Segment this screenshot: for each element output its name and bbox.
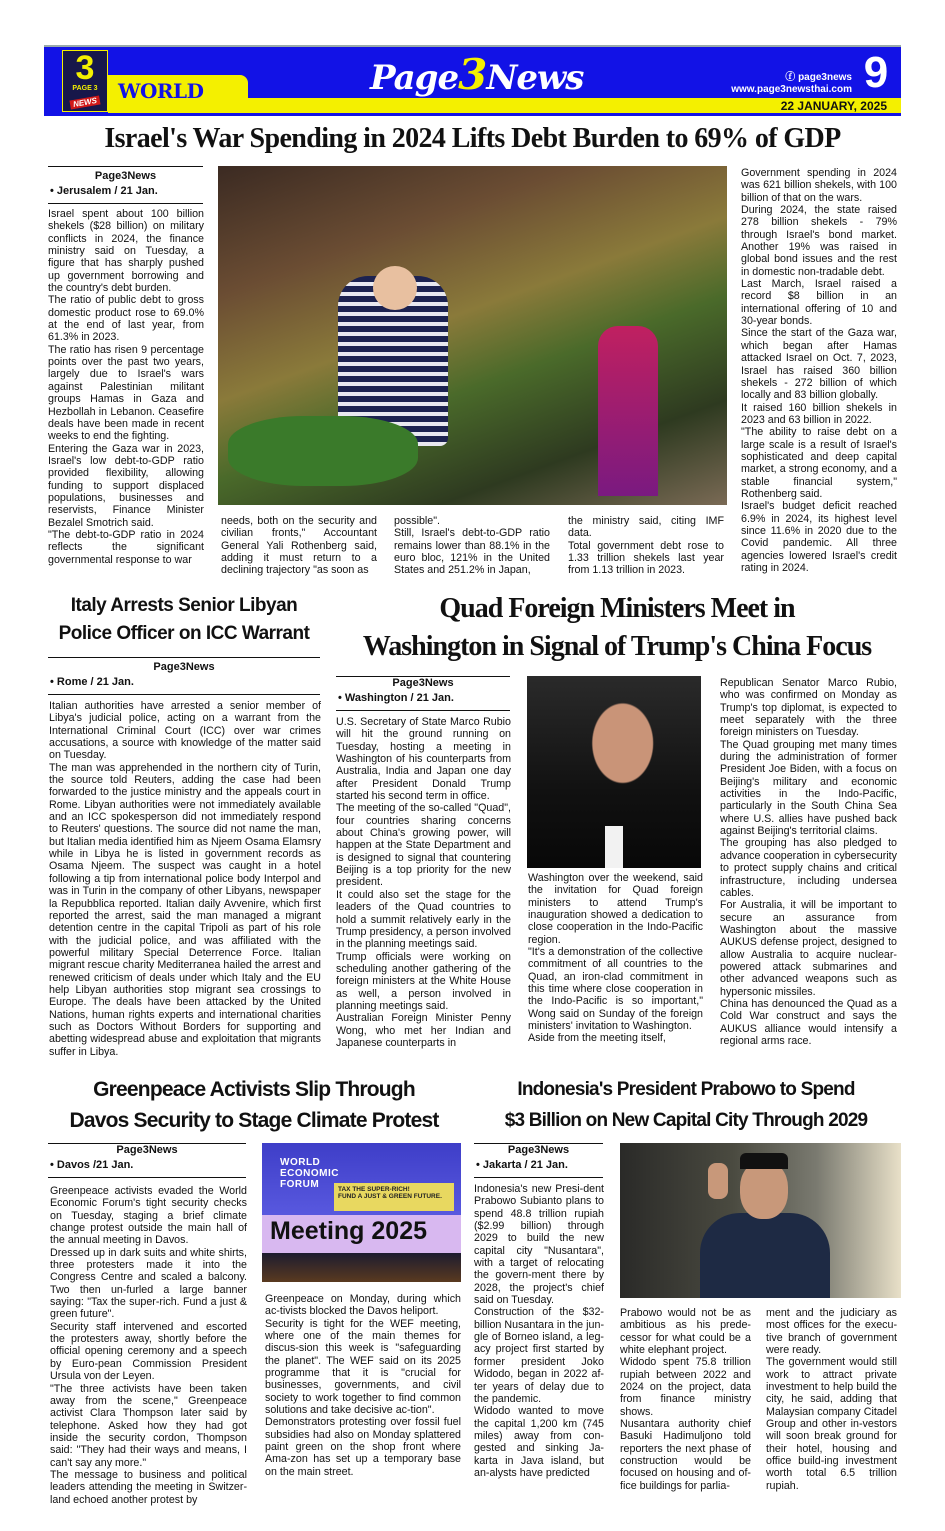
headline-line: Police Officer on ICC Warrant [58,623,310,644]
wef-logo-text: FORUM [280,1179,320,1190]
wef-logo [280,1157,339,1190]
paragraph: It raised 160 billion shekels in 2023 and 63 billion in 2022. [741,401,897,426]
wef-logo-text: ECONOMIC [280,1168,339,1179]
paragraph: Entering the Gaza war in 2023, Israel's low debt-to-GDP ratio provided flexibility, allowing funding to support displaced populations, businesses and reservists, Finance Minister Bezalel Smotrich said. [48,442,204,529]
byline [336,676,510,711]
paragraph: The message to business and political leaders attending the meeting in Switzer-land echoed another protest by [50,1468,247,1506]
paragraph: "It's a demonstration of the collective commitment of all countries to the Quad, an iron-clad commitment in this time where close cooperation in the Indo-Pacific is so important," Wong said on Sunday of the foreign ministers' invitation to Washington. [528,946,703,1033]
wef-logo-text: WORLD [280,1157,321,1168]
stage-sign: Meeting 2025 [262,1215,461,1253]
paragraph: Washington over the weekend, said the invitation for Quad foreign ministers to attend Trump's inauguration showed a dedication to close cooperation in the Indo-Pacific region. [528,872,703,946]
masthead [370,50,590,99]
paragraph: Australian Foreign Minister Penny Wong, who met her Indian and Japanese counterparts in [336,1012,511,1049]
byline-dateline: • Jerusalem / 21 Jan. [50,185,158,197]
article-column [49,700,321,1058]
byline-source: Page3News [392,677,454,689]
photo-peci-cap [740,1153,788,1169]
facebook-handle: ⓕ page3news [785,72,852,83]
article-column [741,167,897,574]
paragraph: Prabowo would not be as ambitious as his prede-cessor for what could be a white elephant project. [620,1307,751,1357]
paragraph: "The ability to raise debt on a large scale is a result of Israel's sophisticated and deep capital market, a strong economy, and a stable financial system," Rothenberg said. [741,426,897,500]
paragraph: Security is tight for the WEF meeting, where one of the main themes for discus-sion this week is "safeguarding the planet". The WEF said on its 2025 programme that it is "crucial for businesses, governments, and civil society to work together to find common solutions and take decisive ac-tion". [265,1317,461,1417]
paragraph: Still, Israel's debt-to-GDP ratio remains lower than 88.1% in the euro bloc, 121% in the United States and 251.2% in Japan, [394,527,550,577]
paragraph: Security staff intervened and escorted the protesters away, shortly before the official opening ceremony and a speech by Euro-pean Commission President Ursula von der Leyen. [50,1320,247,1383]
section-label: WORLD [118,79,204,103]
paragraph: Italian authorities have arrested a senior member of Libya's judicial police, acting on a warrant from the International Criminal Court (ICC) over war crimes accusations, a source with knowledge of the matter said on Tuesday. [49,700,321,762]
paragraph: Widodo spent 75.8 trillion rupiah between 2022 and 2024 on the project, data from finance ministry shows. [620,1356,751,1418]
article-column [265,1293,461,1478]
photo-suit [700,1213,830,1298]
article-column [720,677,897,1047]
byline-dateline: • Rome / 21 Jan. [50,676,134,688]
paragraph: The meeting of the so-called "Quad", four countries sharing concerns about China's growing power, will happen at the State Department and is designed to signal that countering Beijing is a top priority for the new president. [336,802,511,889]
headline-line: Indonesia's President Prabowo to Spend [517,1079,855,1100]
byline-source: Page3News [153,661,215,673]
paragraph: the ministry said, citing IMF data. [568,515,724,540]
paragraph: Greenpeace activists evaded the World Economic Forum's tight security checks on Tuesday, staging a brief climate change protest outside the main hall of the annual meeting in Davos. [50,1185,247,1247]
byline [48,1143,246,1178]
paragraph: Since the start of the Gaza war, which began after Hamas attacked Israel on Oct. 7, 2023, Israel has raised 360 billion shekels - 272 billion of which locally and 83 billion globally. [741,327,897,402]
headline-quad [332,590,902,666]
byline-dateline: • Jakarta / 21 Jan. [476,1159,568,1171]
article-column [50,1185,247,1506]
rubio-photo [527,676,701,868]
paragraph: U.S. Secretary of State Marco Rubio will hit the ground running on Tuesday, hosting a meeting in Washington of his counterparts from Australia, India and Japan one day after President Donald Trump started his second term in office. [336,716,511,803]
byline [48,657,320,695]
davos-photo [262,1143,461,1282]
byline-dateline: • Washington / 21 Jan. [338,692,454,704]
byline-source: Page3News [507,1144,570,1156]
photo-waving-hand [708,1163,728,1199]
article-column [336,716,511,1049]
paragraph: The ratio has risen 9 percentage points over the past two years, largely due to Israel's wars against Palestinian militant groups Hamas in Gaza and Hezbollah in Lebanon. Ceasefire deals have been made in recent weeks to end the fighting. [48,343,204,443]
logo-text: PAGE 3 [72,85,98,92]
paragraph: Dressed up in dark suits and white shirts, three protesters made it into the Congress Centre and scaled a balcony. Two then un-furled a large banner saying: "Tax the super-rich. Fund a just & green future". [50,1246,247,1321]
paragraph: Demonstrators protesting over fossil fuel subsidies had also on Monday splattered paint green on the shop front where Ama-zon has set up a temporary base on the main street. [265,1416,461,1478]
paragraph: "The debt-to-GDP ratio in 2024 reflects the significant governmental response to war [48,528,204,566]
paragraph: Israel spent about 100 billion shekels ($28 billion) on military conflicts in 2024, the finance ministry said on Tuesday, a figure that has sharply pushed up government borrowing and the country's debt burden. [48,208,204,295]
page-number: 9 [863,48,889,97]
paragraph: possible". [394,515,440,527]
headline-italy [44,592,324,648]
byline-source: Page3News [94,170,157,182]
headline-israel: Israel's War Spending in 2024 Lifts Debt Burden to 69% of GDP [104,123,841,154]
headline-line: Quad Foreign Ministers Meet in [439,593,795,624]
paragraph: needs, both on the security and civilian fronts," Accountant General Yali Rothenberg said, adding it must return to a declining trajectory "as soon as [221,515,377,577]
masthead-part: News [486,58,584,98]
headline-line: Italy Arrests Senior Libyan [70,595,298,616]
protest-banner [334,1183,454,1211]
paragraph: ment and the judiciary as most offices for the execu-tive branch of government were ready. [766,1307,897,1357]
banner-text: FUND A JUST & GREEN FUTURE. [338,1193,442,1200]
headline-line: Greenpeace Activists Slip Through [93,1078,415,1101]
header-divider [44,113,901,116]
paragraph: Trump officials were working on scheduling another gathering of the foreign ministers at the White House as well, a person involved in planning meetings said. [336,950,511,1012]
paragraph: Widodo wanted to move the capital 1,200 km (745 miles) away from con-gested and sinking Ja-karta in Java island, but an-alysts have predicted [474,1405,604,1479]
prabowo-photo [620,1143,901,1298]
paragraph: Israel's budget deficit reached 6.9% in 2024, its highest level since 11.6% in 2020 due to the Covid pandemic. All three agencies lowered Israel's credit rating in 2024. [741,500,897,574]
paragraph: "The three activists have been taken away from the scene," Greenpeace activist Clara Thompson later said by telephone. Asked how they had got inside the security cordon, Thompson said: "They had their ways and means, I can't say any more." [50,1382,247,1469]
byline-source: Page3News [116,1144,178,1156]
logo-news: NEWS [69,95,100,109]
photo-shirt [605,826,623,868]
byline [48,166,203,204]
paragraph: Government spending in 2024 was 621 billion shekels, with 100 billion of that on the wars. [741,167,897,204]
article-column [48,208,204,566]
photo-man-head [373,266,417,310]
article-column [620,1307,751,1492]
paragraph: China has denounced the Quad as a Cold War construct and says the AUKUS alliance would intensify a regional arms race. [720,997,897,1047]
paragraph: Total government debt rose to 1.33 trillion shekels last year from 1.13 trillion in 2023. [568,539,724,577]
paragraph: Aside from the meeting itself, [528,1032,666,1045]
masthead-three: 3 [458,50,487,99]
masthead-part: Page [370,58,459,98]
paragraph: It could also set the stage for the leaders of the Quad countries to hold a summit relatively early in the Trump presidency, a person involved in the planning meetings said. [336,888,511,951]
paragraph: The grouping has also pledged to advance cooperation in cybersecurity to protect supply chains and critical infrastructure, including undersea cables. [720,837,897,899]
photo-cucumbers [228,416,418,486]
headline-indonesia [470,1074,902,1136]
headline-line: Washington in Signal of Trump's China Focus [362,631,872,662]
market-photo [218,166,727,505]
article-column [766,1307,897,1492]
byline-dateline: • Davos /21 Jan. [50,1159,134,1171]
section-tab [108,75,248,113]
article-column [221,515,377,577]
paragraph: Republican Senator Marco Rubio, who was confirmed on Monday as Trump's top diplomat, is expected to meet separately with the three foreign ministers on Tuesday. [720,677,897,739]
banner-text: TAX THE SUPER-RICH! [338,1186,410,1193]
paragraph: Indonesia's new Presi-dent Prabowo Subianto plans to spend 48.8 trillion rupiah ($2.99 billion) through 2029 to build the new capital city "Nusantara", with a target of relocating the govern-ment there by 2028, the project's chief said on Tuesday. [474,1183,604,1307]
paragraph: Greenpeace on Monday, during which ac-tivists blocked the Davos heliport. [265,1293,461,1318]
article-column [568,515,724,577]
photo-woman [598,326,658,496]
paragraph: Nusantara authority chief Basuki Hadimuljono told reporters the next phase of construction would be focused on housing and of-fice buildings for parlia- [620,1418,751,1492]
article-column [474,1183,604,1479]
paragraph: The Quad grouping met many times during the administration of former President Joe Biden, with a focus on Beijing's military and economic activities in the Indo-Pacific, particularly in the South China Sea where U.S. allies have pushed back against Beijing's territorial claims. [720,738,897,838]
logo-number: 3 [75,49,95,87]
paragraph: The ratio of public debt to gross domestic product rose to 69.0% at the end of last year, from 61.3% in 2023. [48,294,204,344]
website-url: www.page3newsthai.com [731,84,852,95]
paragraph: Construction of the $32-billion Nusantara in the jun-gle of Borneo island, a leg-acy project first started by former president Joko Widodo, began in 2022 af-ter years of delay due to the pandemic. [474,1306,604,1405]
paragraph: For Australia, it will be important to secure an assurance from Washington about the massive AUKUS defense project, designed to allow Australia to acquire nuclear-powered attack submarines and other advanced weapons such as hypersonic missiles. [720,899,897,998]
issue-date: 22 JANUARY, 2025 [780,99,887,113]
paragraph: The government would still work to attract private investment to help build the city, he said, adding that Malaysian company Citadel Group and other in-vestors will soon break ground for their hotel, housing and office build-ing investment worth total 6.5 trillion rupiah. [766,1356,897,1492]
byline [474,1143,603,1178]
headline-line: $3 Billion on New Capital City Through 2029 [504,1110,868,1131]
headline-greenpeace [44,1074,464,1136]
paragraph: The man was apprehended in the northern city of Turin, the source told Reuters, adding the case had been forwarded to the justice ministry and the appeals court in Rome. Libyan authorities were not immediately available and an ICC spokesperson did not immediately respond to Reuters' questions. The source did not name the man, but Italian media identified him as Njeem Osama Elamsry while in Libya he is listed in government records as Osama Njeem. The suspect was caught in a hotel following a tip from international police body Interpol and was in Turin in the company of other Libyans, newspaper la Repubblica reported. Italian daily Avvenire, which first reported the arrest, said the man managed a migrant detention centre in the capital Tripoli as part of his role with the judicial police, and was affiliated with the powerful military Special Deterrence Force. Italian migrant rescue charity Mediterranea hailed the arrest and renewed criticism of deals under which Italy and the EU help Libyan authorities stop migrant sea crossings to Europe. The deals have been attacked by the United Nations, human rights experts and international charities such as Doctors Without Borders for supporting and abetting widespread abuse and exploitation that migrants suffer in Libya. [49,761,321,1058]
headline-line: Davos Security to Stage Climate Protest [69,1109,439,1132]
photo-face [740,1161,788,1219]
article-column [394,515,550,577]
page3-logo [62,50,108,112]
article-column [528,872,703,1045]
paragraph: Last March, Israel raised a record $8 billion in an international offering of 10 and 30-year bonds. [741,278,897,328]
paragraph: During 2024, the state raised 278 billion shekels - 79% through Israel's bond market. Another 19% was raised in global bond issues and the rest in domestic non-tradable debt. [741,204,897,278]
